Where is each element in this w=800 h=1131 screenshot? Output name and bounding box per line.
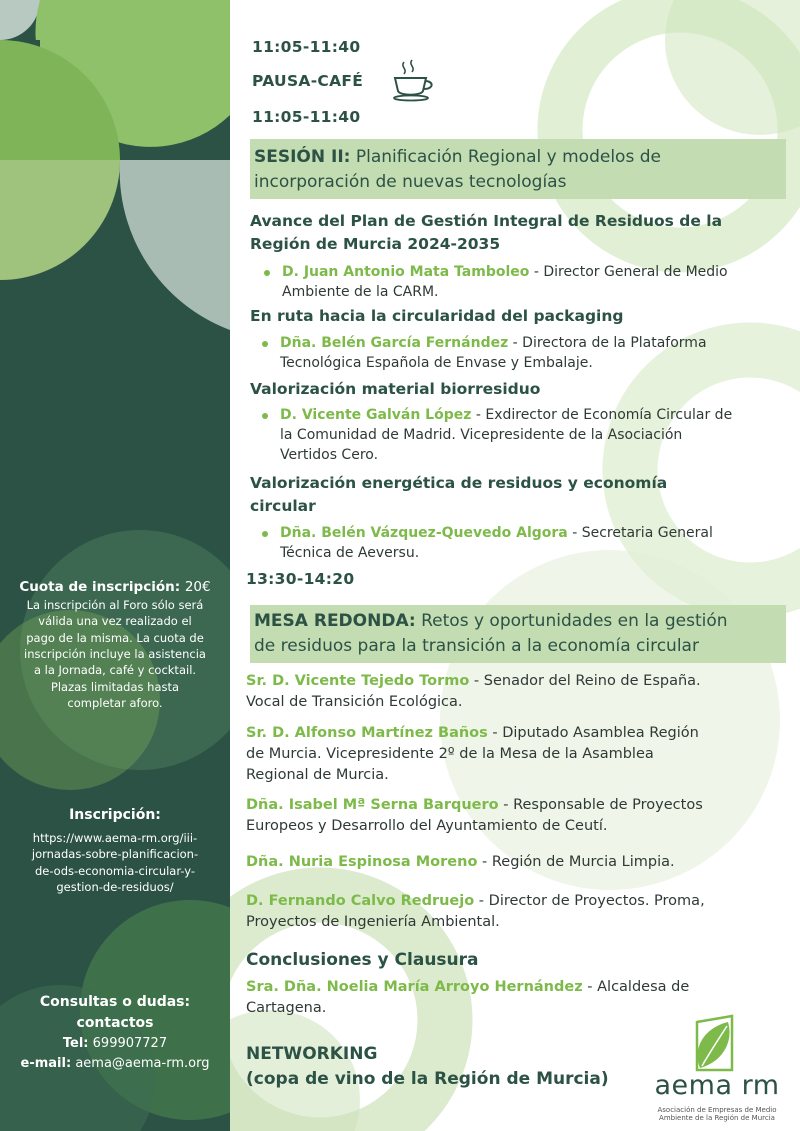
contact-label: Consultas o dudas: xyxy=(39,994,191,1010)
session-2-header xyxy=(250,139,786,199)
networking xyxy=(246,1042,609,1092)
speaker-role: - Directora de la Plataforma xyxy=(508,335,707,351)
fee-amount: 20€ xyxy=(184,579,211,595)
fee-note-line: inscripción incluye la asistencia xyxy=(24,647,206,662)
panelist xyxy=(246,852,791,873)
bullet-icon xyxy=(264,270,270,276)
closing-title: Conclusiones y Clausura xyxy=(246,950,479,970)
round-table-label: MESA REDONDA: xyxy=(254,611,416,631)
speaker-role: Vertidos Cero. xyxy=(280,447,379,463)
panelist-role: - Director de Proyectos. Proma, xyxy=(474,893,705,909)
round-table-title: de residuos para la transición a la economía circular xyxy=(254,636,699,656)
logo-caption xyxy=(642,1106,792,1122)
round-table-time: 13:30-14:20 xyxy=(246,570,355,588)
registration-url-line: gestion-de-residuos/ xyxy=(56,879,174,894)
panelist-role: - Responsable de Proyectos xyxy=(498,797,703,813)
talk-title-line: circular xyxy=(250,497,316,515)
panelist-role: - Región de Murcia Limpia. xyxy=(477,854,675,870)
panelist-name: Dña. Nuria Espinosa Moreno xyxy=(246,854,478,870)
panelist xyxy=(246,671,791,713)
bullet-icon xyxy=(262,341,268,347)
talk-title-line: Región de Murcia 2024-2035 xyxy=(250,235,501,253)
fee-label: Cuota de inscripción: xyxy=(19,579,181,595)
email-link[interactable]: aema@aema-rm.org xyxy=(75,1055,210,1071)
registration-url-line: jornadas-sobre-planificacion- xyxy=(31,847,199,862)
panelist-role: - Diputado Asamblea Región xyxy=(487,725,699,741)
speaker-name: Dña. Belén Vázquez-Quevedo Algora xyxy=(280,525,568,541)
fee-note-line: completar aforo. xyxy=(67,696,163,711)
fee-note-line: La inscripción al Foro sólo será xyxy=(26,598,204,613)
registration-label: Inscripción: xyxy=(69,807,161,823)
networking-subtitle: (copa de vino de la Región de Murcia) xyxy=(246,1069,609,1089)
fee-note-line: válida una vez realizado el xyxy=(38,614,192,629)
panelist xyxy=(246,891,791,933)
session-2-title: Planificación Regional y modelos de xyxy=(350,147,661,167)
sidebar-decoration xyxy=(0,0,230,1131)
contact-sublabel: contactos xyxy=(76,1015,154,1031)
speaker xyxy=(280,405,795,465)
talk-title-line: En ruta hacia la circularidad del packaging xyxy=(250,307,624,325)
logo-caption-line: Ambiente de la Región de Murcia xyxy=(659,1114,775,1122)
round-table-title: Retos y oportunidades en la gestión xyxy=(415,611,728,631)
speaker-role: Técnica de Aeversu. xyxy=(280,545,420,561)
panelist-role: de Murcia. Vicepresidente 2º de la Mesa de la Asamblea xyxy=(246,746,654,762)
bullet-icon xyxy=(262,531,268,537)
speaker-name: D. Juan Antonio Mata Tamboleo xyxy=(282,264,530,280)
session-2-label: SESIÓN II: xyxy=(254,147,351,167)
speaker-name: D. Vicente Galván López xyxy=(280,407,472,423)
panelist-role: Proyectos de Ingeniería Ambiental. xyxy=(246,914,500,930)
panelist-name: Sr. D. Alfonso Martínez Baños xyxy=(246,725,488,741)
break-time: 11:05-11:40 xyxy=(252,38,361,56)
speaker xyxy=(280,523,790,563)
email-label: e-mail: xyxy=(20,1055,72,1071)
panelist xyxy=(246,723,791,786)
talk-title-line: Avance del Plan de Gestión Integral de Residuos de la xyxy=(250,212,723,230)
speaker-role: la Comunidad de Madrid. Vicepresidente de la Asociación xyxy=(280,427,683,443)
speaker-role: - Director General de Medio xyxy=(529,264,728,280)
registration-url-line: de-ods-economia-circular-y- xyxy=(34,863,196,878)
bullet-icon xyxy=(262,413,268,419)
closing-speaker-role: - Alcaldesa de xyxy=(582,979,690,995)
panelist-role: Vocal de Transición Ecológica. xyxy=(246,694,463,710)
registration-info xyxy=(0,806,230,895)
panelist-name: Dña. Isabel Mª Serna Barquero xyxy=(246,797,499,813)
program-content xyxy=(230,0,800,1131)
panelist xyxy=(246,795,791,837)
closing-speaker-name: Sra. Dña. Noelia María Arroyo Hernández xyxy=(246,979,583,995)
networking-title: NETWORKING xyxy=(246,1044,378,1064)
logo-caption-line: Asociación de Empresas de Medio xyxy=(657,1106,777,1114)
fee-note-line: Plazas limitadas hasta xyxy=(50,679,180,694)
speaker-role: - Secretaria General xyxy=(567,525,713,541)
tel-label: Tel: xyxy=(62,1036,89,1051)
sidebar xyxy=(0,0,230,1131)
panelist-role: Regional de Murcia. xyxy=(246,767,389,783)
round-table-header xyxy=(250,605,786,663)
speaker-role: Tecnológica Española de Envase y Embalaje. xyxy=(280,355,593,371)
talk-title xyxy=(250,305,624,328)
tel-value[interactable]: 699907727 xyxy=(92,1036,168,1051)
talk-title xyxy=(250,472,667,518)
speaker xyxy=(280,333,790,373)
contact-info xyxy=(0,992,230,1073)
speaker-role: - Exdirector de Economía Circular de xyxy=(471,407,733,423)
logo-wordmark: aema rm xyxy=(654,1070,780,1101)
aema-logo xyxy=(642,1012,792,1127)
coffee-cup-icon xyxy=(390,58,438,102)
talk-title xyxy=(250,210,722,256)
talk-title xyxy=(250,378,540,401)
speaker xyxy=(282,262,792,302)
panelist-name: D. Fernando Calvo Redruejo xyxy=(246,893,475,909)
speaker-name: Dña. Belén García Fernández xyxy=(280,335,509,351)
leaf-door-icon xyxy=(642,1012,792,1074)
talk-title-line: Valorización material biorresiduo xyxy=(250,380,541,398)
fee-note-line: pago de la misma. La cuota de xyxy=(26,630,204,645)
panelist-role: Europeos y Desarrollo del Ayuntamiento de Ceutí. xyxy=(246,818,608,834)
session-2-title: incorporación de nuevas tecnologías xyxy=(254,172,567,192)
registration-link[interactable] xyxy=(0,830,230,895)
coffee-break-label: PAUSA-CAFÉ xyxy=(252,72,364,90)
speaker-role: Ambiente de la CARM. xyxy=(282,284,439,300)
fee-note-line: a la Jornada, café y cocktail. xyxy=(33,663,197,678)
registration-url-line: https://www.aema-rm.org/iii- xyxy=(32,830,198,845)
closing-speaker-role: Cartagena. xyxy=(246,1000,327,1016)
panelist-role: - Senador del Reino de España. xyxy=(469,673,701,689)
panelist-name: Sr. D. Vicente Tejedo Tormo xyxy=(246,673,470,689)
talk-title-line: Valorización energética de residuos y economía xyxy=(250,474,668,492)
fee-info xyxy=(0,578,230,711)
break-time: 11:05-11:40 xyxy=(252,108,361,126)
